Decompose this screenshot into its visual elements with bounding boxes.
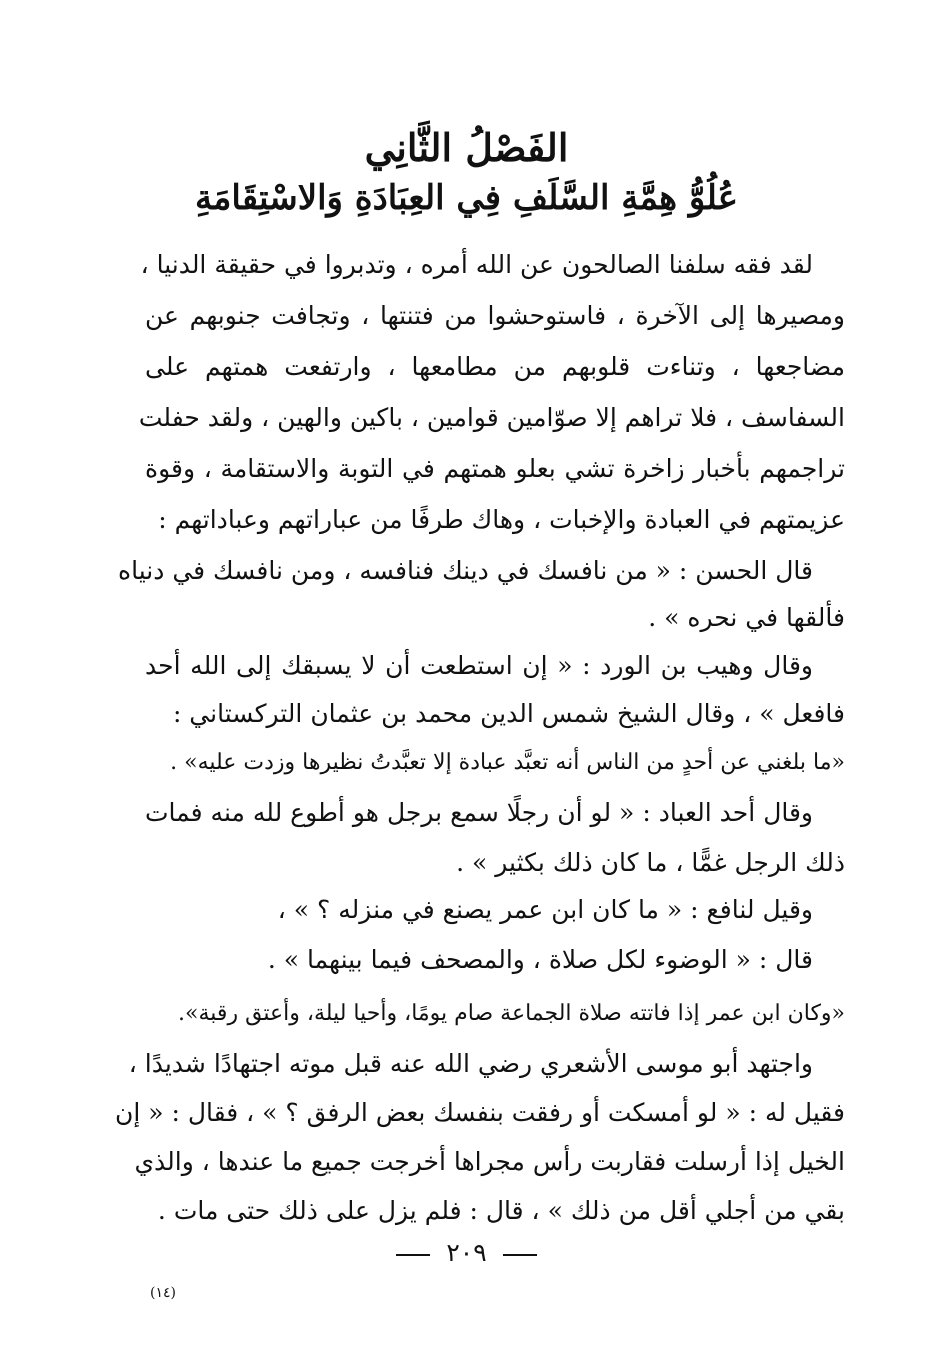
quote-line: فافعل » ، وقال الشيخ شمس الدين محمد بن عثمان التركستاني : xyxy=(172,699,845,728)
paragraph-line: عزيمتهم في العبادة والإخبات ، وهاك طرفًا من عباراتهم وعباداتهم : xyxy=(158,505,845,534)
page-number xyxy=(0,1238,933,1267)
quote-line: وقيل لنافع : « ما كان ابن عمر يصنع في منزله ؟ » ، xyxy=(277,895,813,924)
dash-right xyxy=(396,1254,430,1256)
quote-line: وقال وهيب بن الورد : « إن استطعت أن لا يسبقك إلى الله أحد xyxy=(145,651,813,680)
chapter-title: الفَصْلُ الثَّانِي xyxy=(364,125,569,170)
paragraph-line: مضاجعها ، وتناءت قلوبهم من مطامعها ، وارتفعت همتهم على xyxy=(145,352,845,381)
quote-line: «ما بلغني عن أحدٍ من الناس أنه تعبَّد عبادة إلا تعبَّدتُ نظيرها وزدت عليه» . xyxy=(170,750,845,775)
paragraph-line: الخيل إذا أرسلت فقاربت رأس مجراها أخرجت جميع ما عندها ، والذي xyxy=(134,1147,845,1176)
paragraph-line: ومصيرها إلى الآخرة ، فاستوحشوا من فتنتها ، وتجافت جنوبهم عن xyxy=(145,301,845,330)
quote-line: قال : « الوضوء لكل صلاة ، والمصحف فيما بينهما » . xyxy=(267,945,813,974)
signature-number: (١٤) xyxy=(150,1285,176,1301)
quote-line: قال الحسن : « من نافسك في دينك فنافسه ، ومن نافسك في دنياه xyxy=(118,556,813,585)
paragraph-line: بقي من أجلي أقل من ذلك » ، قال : فلم يزل على ذلك حتى مات . xyxy=(157,1196,845,1225)
paragraph-line: السفاسف ، فلا تراهم إلا صوّامين قوامين ، باكين والهين ، ولقد حفلت xyxy=(138,403,845,432)
quote-line: وقال أحد العباد : « لو أن رجلًا سمع برجل هو أطوع لله منه فمات xyxy=(145,798,813,827)
paragraph-line: واجتهد أبو موسى الأشعري رضي الله عنه قبل موته اجتهادًا شديدًا ، xyxy=(128,1049,813,1078)
quote-line: ذلك الرجل غمًّا ، ما كان ذلك بكثير » . xyxy=(456,848,845,877)
paragraph-line: فقيل له : « لو أمسكت أو رفقت بنفسك بعض الرفق ؟ » ، فقال : « إن xyxy=(114,1098,845,1127)
chapter-subtitle: عُلُوُّ هِمَّةِ السَّلَفِ فِي العِبَادَةِ وَالاسْتِقَامَةِ xyxy=(194,178,739,218)
paragraph-line: تراجمهم بأخبار زاخرة تشي بعلو همتهم في التوبة والاستقامة ، وقوة xyxy=(145,454,845,483)
quote-line: «وكان ابن عمر إذا فاتته صلاة الجماعة صام يومًا، وأحيا ليلة، وأعتق رقبة». xyxy=(178,1001,845,1026)
page-number-text: ٢٠٩ xyxy=(446,1238,487,1267)
dash-left xyxy=(503,1254,537,1256)
paragraph-line: لقد فقه سلفنا الصالحون عن الله أمره ، وتدبروا في حقيقة الدنيا ، xyxy=(140,250,813,279)
quote-line: فألقها في نحره » . xyxy=(648,603,845,632)
